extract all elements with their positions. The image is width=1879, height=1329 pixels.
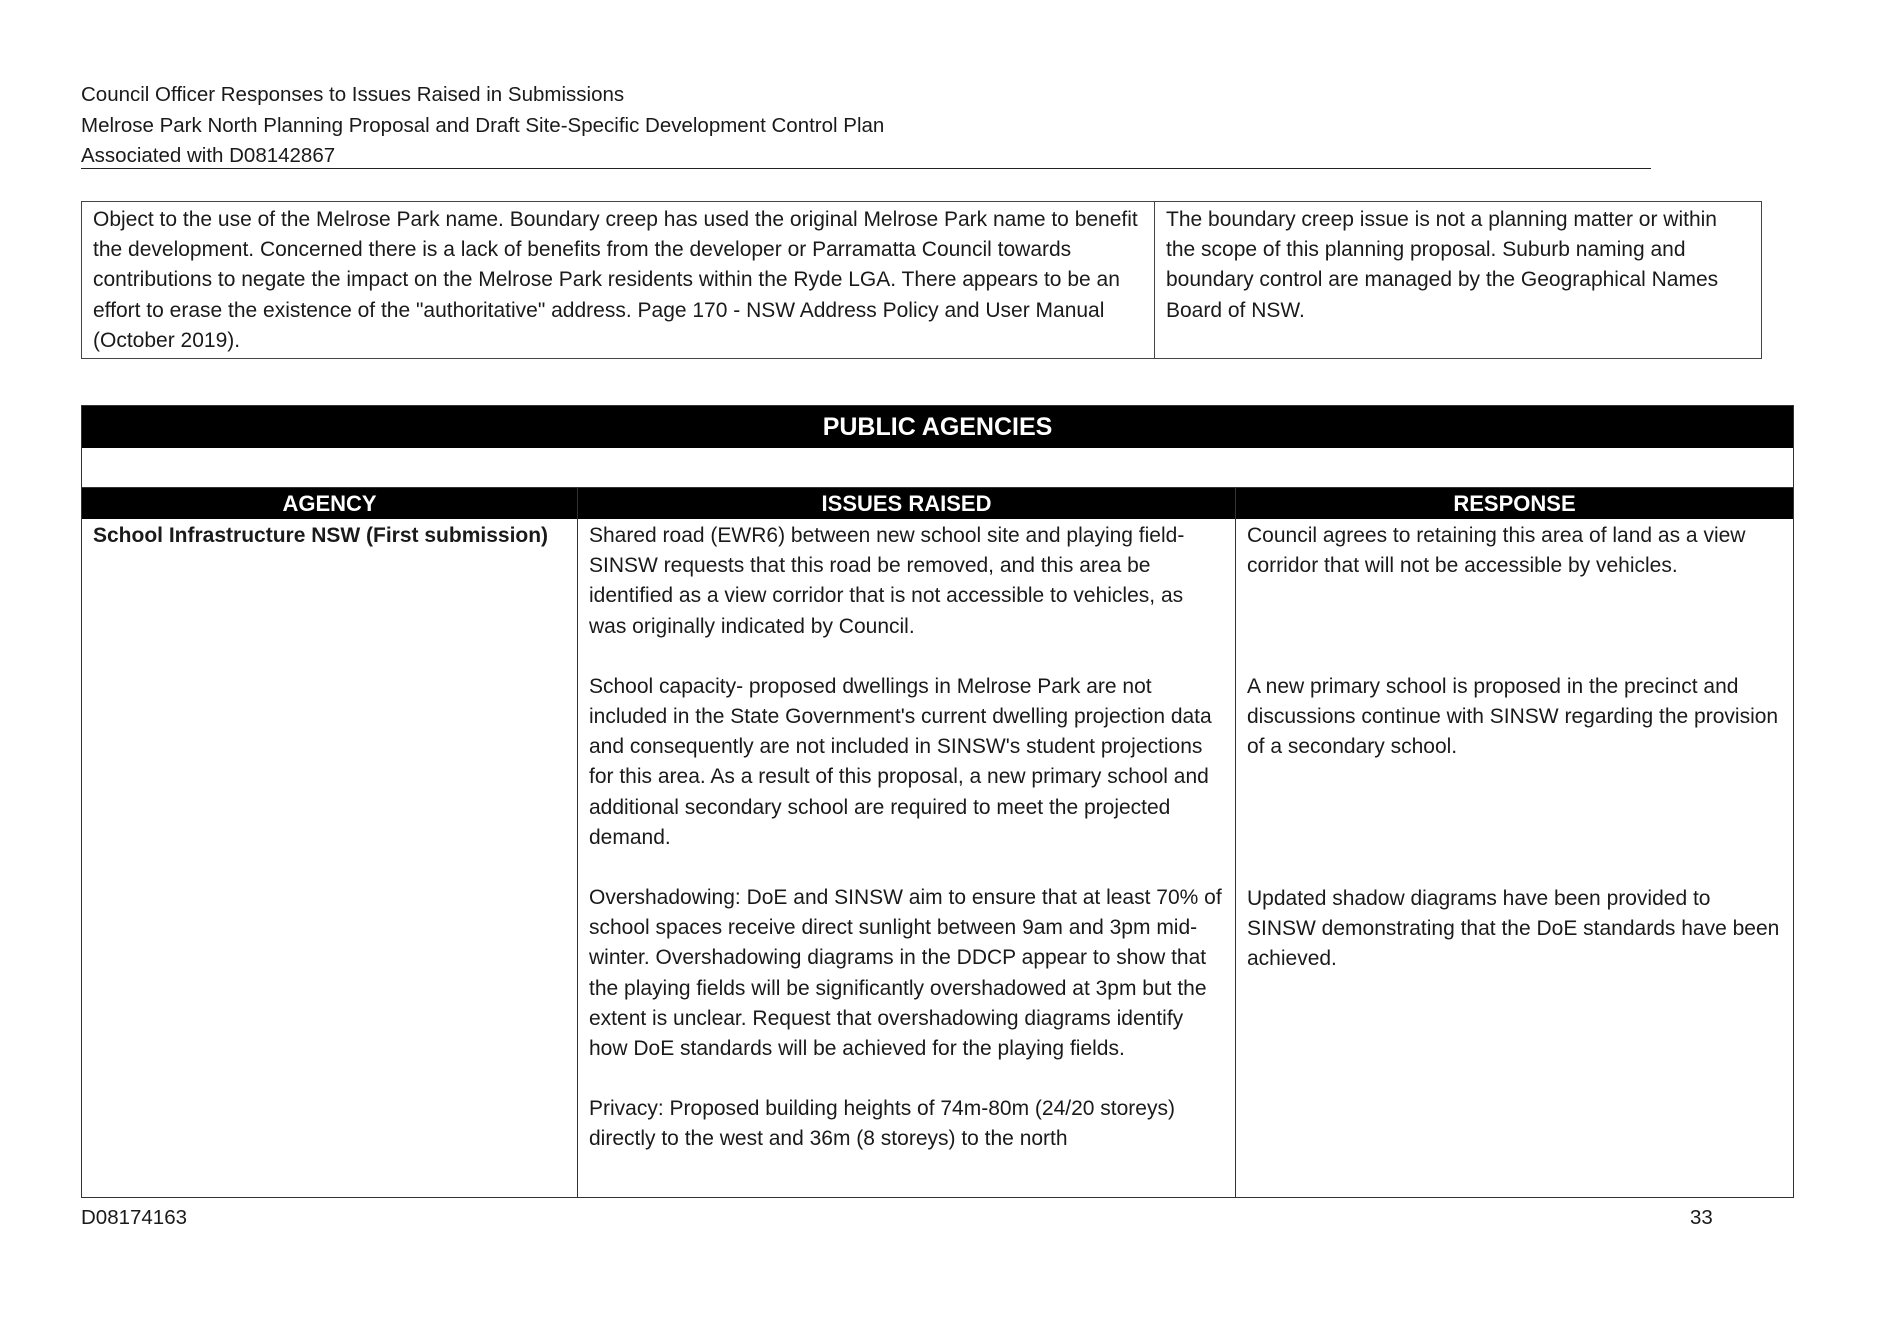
footer-document-id: D08174163 <box>81 1206 188 1229</box>
blank-row <box>82 448 1794 488</box>
column-header-row <box>82 488 1794 520</box>
section-banner: PUBLIC AGENCIES <box>82 406 1794 449</box>
responses-cell <box>1236 519 1794 1198</box>
responses-list <box>1247 521 1783 1193</box>
issue-item: Overshadowing: DoE and SINSW aim to ensure that at least 70% of school spaces receive direct sunlight between 9am and 3pm mid-winter. Overshadowing diagrams in the DDCP appear to show that the playing fields will be significantly overshadowed at 3pm but the extent is unclear. Request that overshadowing diagrams identify how DoE standards will be achieved for the playing fields. <box>589 886 1222 1061</box>
table-row <box>82 519 1794 1198</box>
response-item: Council agrees to retaining this area of land as a view corridor that will not be accessible by vehicles. <box>1247 524 1746 578</box>
issue-item: School capacity- proposed dwellings in Melrose Park are not included in the State Government's current dwelling projection data and consequently are not included in SINSW's student projections for this area. As a result of this proposal, a new primary school and additional secondary school are required to meet the projected demand. <box>589 674 1212 849</box>
response-cell: The boundary creep issue is not a planning matter or within the scope of this planning proposal. Suburb naming and boundary control are managed by the Geographical Names Board of NSW. <box>1155 202 1762 359</box>
public-agencies-table <box>81 405 1794 1198</box>
header-title: Council Officer Responses to Issues Raised in Submissions <box>81 83 625 106</box>
blank-spacer <box>82 448 1794 488</box>
table-row <box>82 202 1762 359</box>
header-divider <box>81 168 1651 169</box>
agency-name-cell: School Infrastructure NSW (First submission) <box>82 519 578 1198</box>
banner-row <box>82 406 1794 449</box>
footer-page-number: 33 <box>1690 1206 1713 1229</box>
header-reference: Associated with D08142867 <box>81 144 336 167</box>
issue-cell: Object to the use of the Melrose Park name. Boundary creep has used the original Melrose Park name to benefit the development. Concerned there is a lack of benefits from the developer or Parramatta Council towards contributions to negate the impact on the Melrose Park residents within the Ryde LGA. There appears to be an effort to erase the existence of the "authoritative" address. Page 170 - NSW Address Policy and User Manual (October 2019). <box>82 202 1155 359</box>
column-header-response: RESPONSE <box>1236 488 1794 520</box>
issue-item: Privacy: Proposed building heights of 74m-80m (24/20 storeys) directly to the west and 36m (8 storeys) to the north <box>589 1097 1175 1151</box>
column-header-agency: AGENCY <box>82 488 578 520</box>
column-header-issues: ISSUES RAISED <box>578 488 1236 520</box>
issues-list <box>589 521 1225 1193</box>
resident-submission-table <box>81 201 1762 359</box>
issues-cell <box>578 519 1236 1198</box>
page-header <box>81 80 1651 172</box>
header-subtitle: Melrose Park North Planning Proposal and Draft Site-Specific Development Control Plan <box>81 113 885 137</box>
response-item: A new primary school is proposed in the precinct and discussions continue with SINSW regarding the provision of a secondary school. <box>1247 675 1779 759</box>
response-item: Updated shadow diagrams have been provided to SINSW demonstrating that the DoE standards have been achieved. <box>1247 887 1780 971</box>
issue-item: Shared road (EWR6) between new school site and playing field- SINSW requests that this road be removed, and this area be identified as a view corridor that is not accessible to vehicles, as was originally indicated by Council. <box>589 524 1185 638</box>
